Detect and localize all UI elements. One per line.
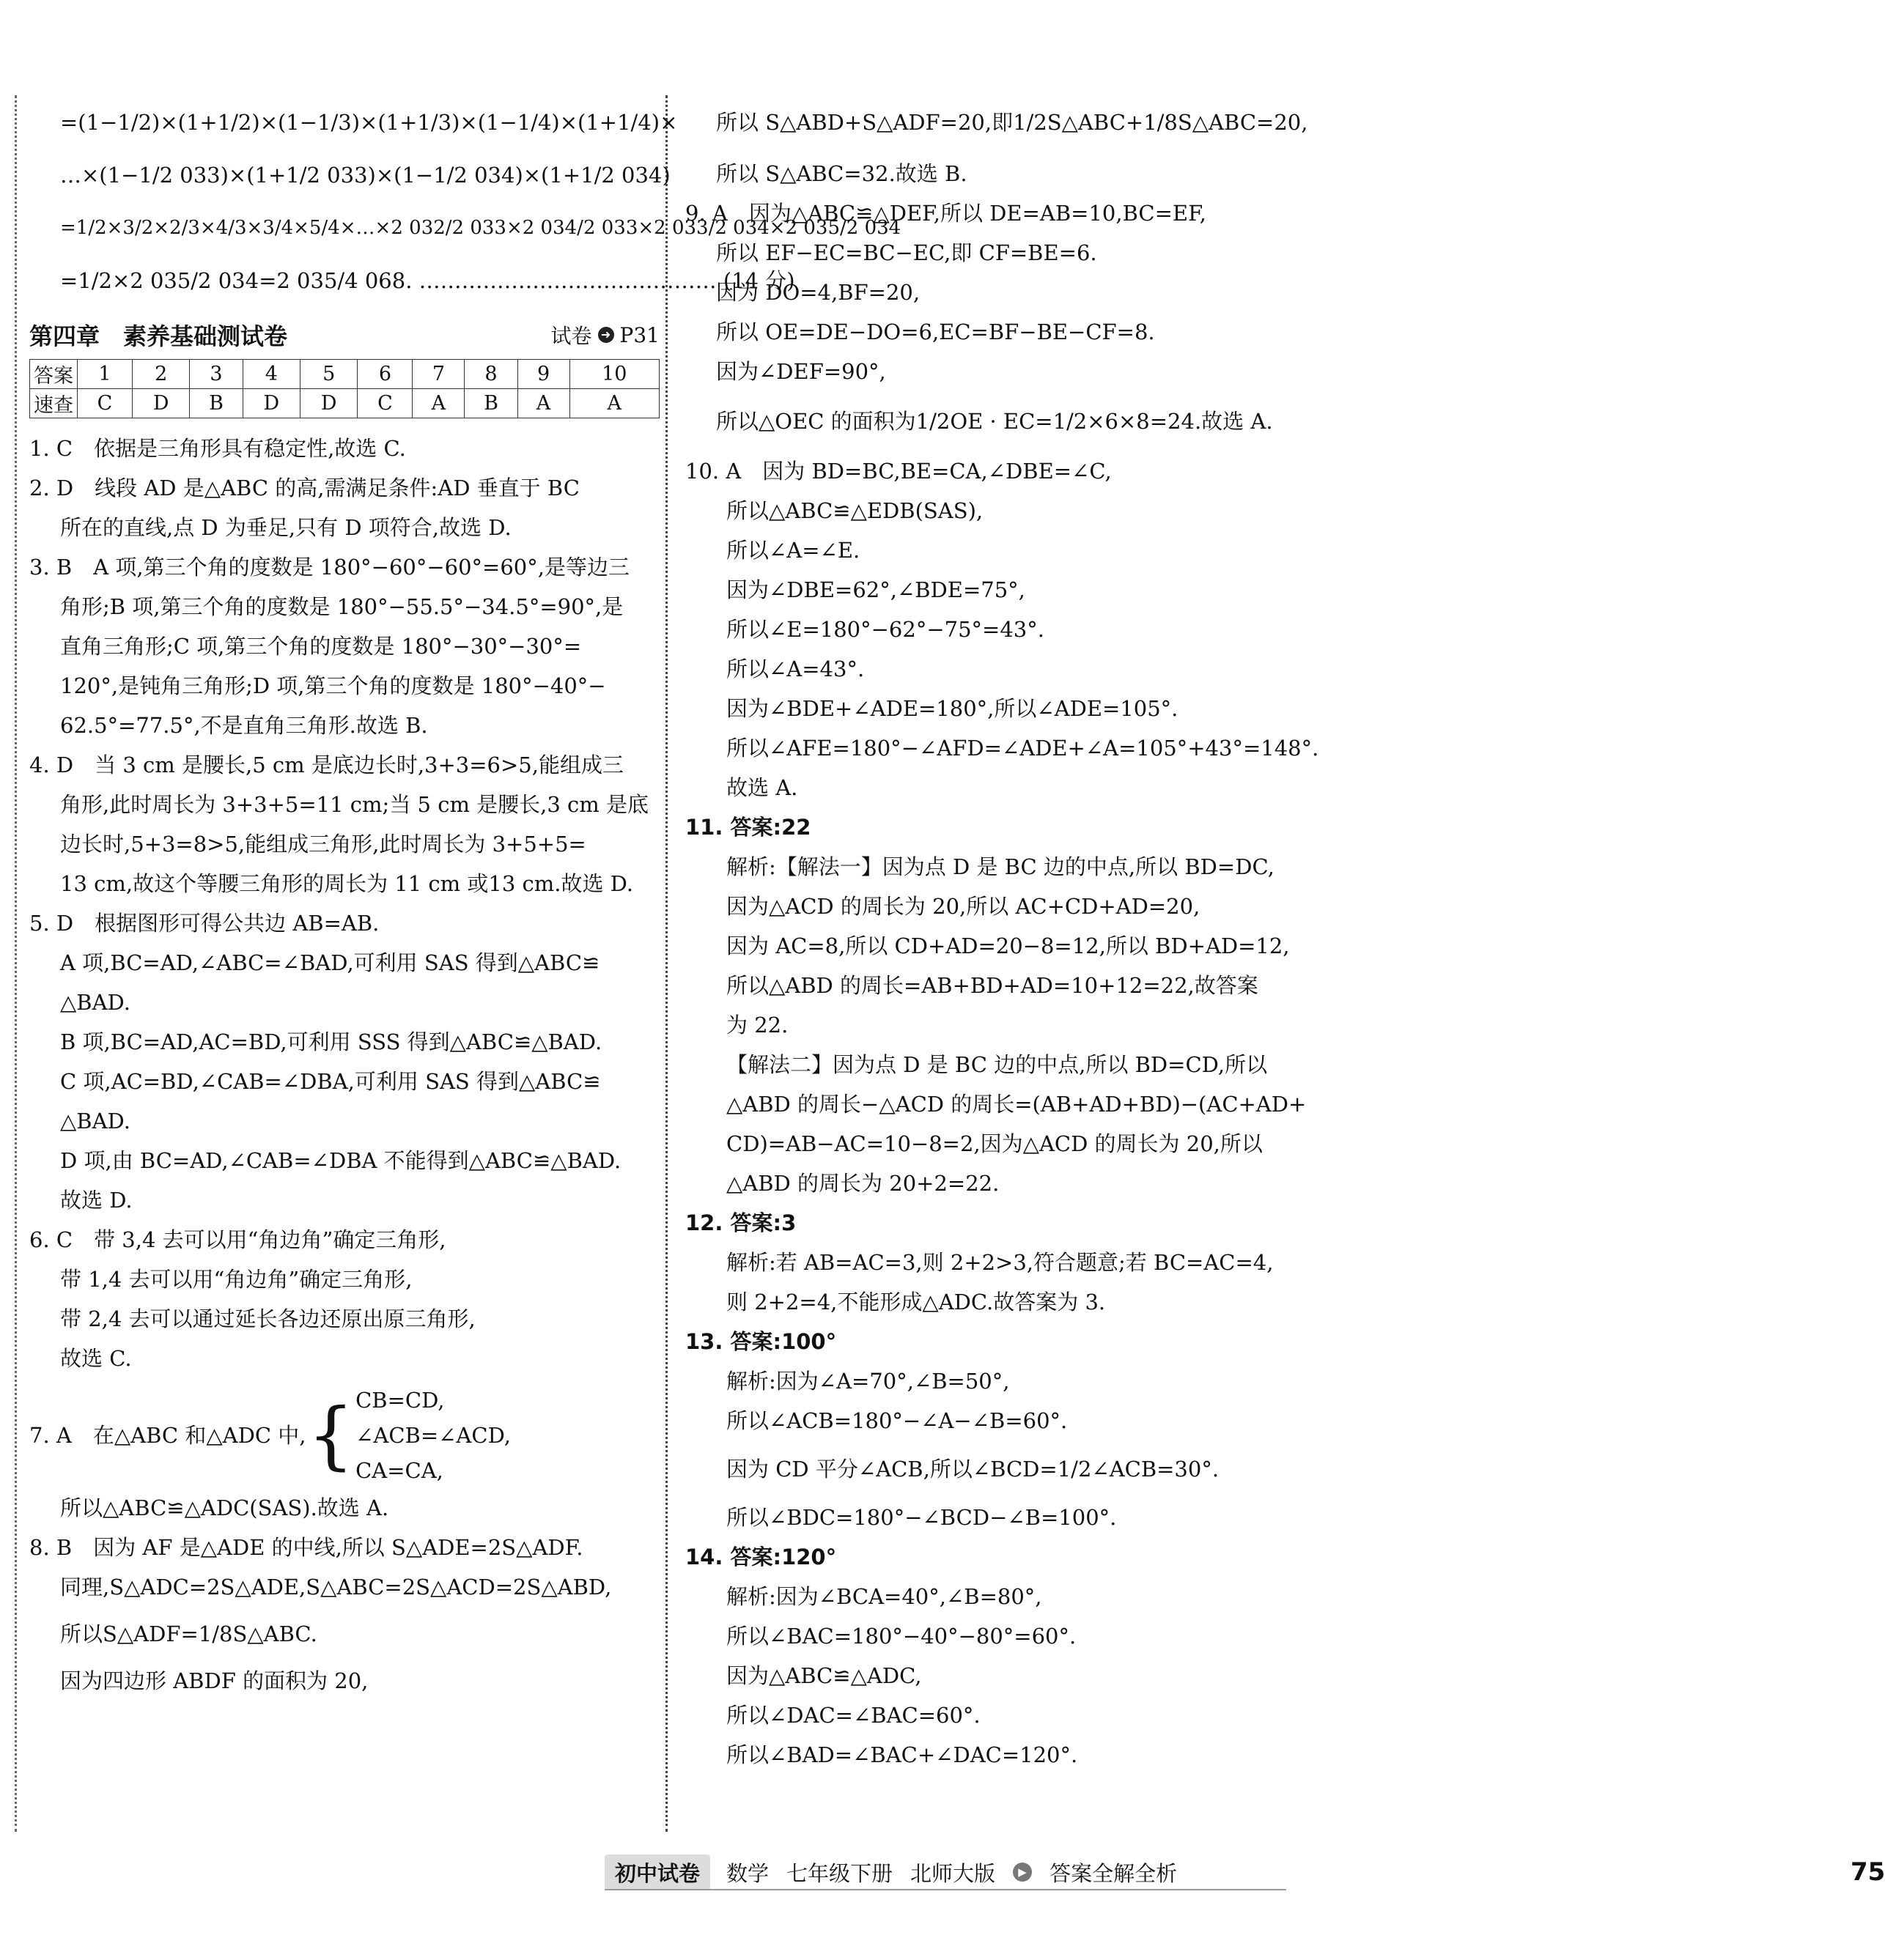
- answer-line: 2. D 线段 AD 是△ABC 的高,需满足条件:AD 垂直于 BC: [29, 476, 580, 500]
- answer-line: △ABD 的周长为 20+2=22.: [726, 1171, 1000, 1196]
- table-cell: A: [569, 389, 659, 418]
- answer-line: 所以∠DAC=∠BAC=60°.: [726, 1703, 981, 1728]
- answer-line: C 项,AC=BD,∠CAB=∠DBA,可利用 SAS 得到△ABC≌: [60, 1069, 601, 1094]
- play-circle-icon: ▶: [1013, 1863, 1032, 1882]
- answer-line: 带 2,4 去可以通过延长各边还原出原三角形,: [60, 1306, 476, 1331]
- footer-grade: 七年级下册: [786, 1860, 893, 1886]
- answer-line: 12. 答案:3: [685, 1210, 797, 1235]
- answer-line: 13 cm,故这个等腰三角形的周长为 11 cm 或13 cm.故选 D.: [60, 871, 634, 896]
- answer-line: 故选 A.: [726, 775, 798, 800]
- answer-line: 13. 答案:100°: [685, 1329, 837, 1354]
- answer-line: 3. B A 项,第三个角的度数是 180°−60°−60°=60°,是等边三: [29, 555, 630, 580]
- table-cell: A: [517, 389, 569, 418]
- answer-line: 所以∠ACB=180°−∠A−∠B=60°.: [726, 1408, 1068, 1433]
- answer-line: 所以 S△ABC=32.故选 B.: [716, 161, 967, 186]
- answer-line: 因为∠BDE+∠ADE=180°,所以∠ADE=105°.: [726, 696, 1178, 721]
- table-header-cell: 答案: [30, 360, 78, 389]
- answer-line: 直角三角形;C 项,第三个角的度数是 180°−30°−30°=: [60, 634, 582, 659]
- answer-line: 9. A 因为△ABC≌△DEF,所以 DE=AB=10,BC=EF,: [685, 201, 1206, 226]
- table-cell: 10: [569, 360, 659, 389]
- answer-line: 所以∠BDC=180°−∠BCD−∠B=100°.: [726, 1505, 1117, 1530]
- arrow-right-icon: ➜: [598, 327, 614, 343]
- answer-line: 所以△ABC≌△ADC(SAS).故选 A.: [60, 1495, 389, 1520]
- table-cell: 5: [300, 360, 358, 389]
- answer-line: 所以∠BAC=180°−40°−80°=60°.: [726, 1624, 1077, 1649]
- answer-line: 4. D 当 3 cm 是腰长,5 cm 是底边长时,3+3=6>5,能组成三: [29, 752, 624, 777]
- answer-line: 解析:因为∠A=70°,∠B=50°,: [726, 1369, 1010, 1394]
- table-cell: C: [358, 389, 413, 418]
- answer-line: 所以△ABD 的周长=AB+BD+AD=10+12=22,故答案: [726, 973, 1258, 998]
- answer-line: 【解法二】因为点 D 是 BC 边的中点,所以 BD=CD,所以: [726, 1052, 1268, 1077]
- table-cell: 8: [465, 360, 517, 389]
- answer-line: 11. 答案:22: [685, 815, 811, 840]
- table-cell: D: [133, 389, 190, 418]
- answer-line: 解析:若 AB=AC=3,则 2+2>3,符合题意;若 BC=AC=4,: [726, 1250, 1274, 1275]
- q7-brace-line: CB=CD,: [355, 1388, 445, 1413]
- q7-brace-line: ∠ACB=∠ACD,: [355, 1423, 512, 1448]
- answer-line: D 项,由 BC=AD,∠CAB=∠DBA 不能得到△ABC≌△BAD.: [60, 1148, 621, 1173]
- answer-line: 14. 答案:120°: [685, 1545, 837, 1569]
- q7-lead: 7. A 在△ABC 和△ADC 中,: [29, 1423, 306, 1448]
- answer-line: 故选 C.: [60, 1346, 132, 1371]
- table-cell: 4: [243, 360, 300, 389]
- table-cell: 3: [190, 360, 243, 389]
- table-row: [30, 360, 660, 389]
- footer-subject: 数学: [726, 1860, 770, 1886]
- answer-line: 则 2+2=4,不能形成△ADC.故答案为 3.: [726, 1290, 1106, 1314]
- answer-line: 因为△ACD 的周长为 20,所以 AC+CD+AD=20,: [726, 894, 1200, 919]
- table-cell: 1: [78, 360, 133, 389]
- table-cell: B: [190, 389, 243, 418]
- table-cell: A: [413, 389, 465, 418]
- answer-line: 所以△ABC≌△EDB(SAS),: [726, 498, 984, 523]
- answer-line: 1. C 依据是三角形具有稳定性,故选 C.: [29, 436, 406, 461]
- footer-brand: 初中试卷: [605, 1854, 710, 1890]
- answer-line: 所以 EF−EC=BC−EC,即 CF=BE=6.: [716, 240, 1097, 265]
- table-header-cell: 速查: [30, 389, 78, 418]
- answer-line: A 项,BC=AD,∠ABC=∠BAD,可利用 SAS 得到△ABC≌: [60, 950, 600, 975]
- q7-brace-lines: [355, 1383, 511, 1488]
- table-cell: 7: [413, 360, 465, 389]
- answer-line: 5. D 根据图形可得公共边 AB=AB.: [29, 911, 380, 936]
- answer-line: 62.5°=77.5°,不是直角三角形.故选 B.: [60, 713, 428, 738]
- footer-items: [726, 1857, 1177, 1887]
- answer-line: 为 22.: [726, 1013, 789, 1038]
- answer-line: 所在的直线,点 D 为垂足,只有 D 项符合,故选 D.: [60, 515, 512, 540]
- table-cell: 6: [358, 360, 413, 389]
- answer-line: 因为 DO=4,BF=20,: [716, 280, 921, 305]
- q7-block: [29, 1383, 660, 1488]
- answer-line: 8. B 因为 AF 是△ADE 的中线,所以 S△ADE=2S△ADF.: [29, 1535, 583, 1560]
- answer-line: 带 1,4 去可以用“角边角”确定三角形,: [60, 1267, 413, 1292]
- chapter-ref-label: 试卷: [550, 324, 592, 348]
- answer-line: 因为∠DBE=62°,∠BDE=75°,: [726, 577, 1025, 602]
- footer-rule: [605, 1889, 1286, 1890]
- answer-line: 因为四边形 ABDF 的面积为 20,: [60, 1668, 369, 1693]
- answer-line: 所以∠BAD=∠BAC+∠DAC=120°.: [726, 1742, 1078, 1767]
- answer-line: 角形;B 项,第三个角的度数是 180°−55.5°−34.5°=90°,是: [60, 594, 624, 619]
- math-line: =1/2×3/2×2/3×4/3×3/4×5/4×…×2 032/2 033×2 034/2 033×2 033/2 034×2 035/2 034: [60, 217, 901, 239]
- answer-line: 所以 OE=DE−DO=6,EC=BF−BE−CF=8.: [716, 319, 1155, 344]
- chapter-header: [29, 315, 660, 355]
- chapter-ref: [551, 320, 660, 350]
- answer-line: CD)=AB−AC=10−8=2,因为△ACD 的周长为 20,所以: [726, 1131, 1263, 1156]
- table-cell: 2: [133, 360, 190, 389]
- math-line: …×(1−1/2 033)×(1+1/2 033)×(1−1/2 034)×(1+1/2 034): [60, 163, 671, 188]
- answer-line: 解析:【解法一】因为点 D 是 BC 边的中点,所以 BD=DC,: [726, 854, 1275, 879]
- answer-line: 所以S△ADF=1/8S△ABC.: [60, 1621, 317, 1646]
- answer-line: △ABD 的周长−△ACD 的周长=(AB+AD+BD)−(AC+AD+: [726, 1092, 1307, 1117]
- table-cell: 9: [517, 360, 569, 389]
- q7-brace-line: CA=CA,: [355, 1458, 443, 1483]
- table-cell: D: [243, 389, 300, 418]
- answer-line: 10. A 因为 BD=BC,BE=CA,∠DBE=∠C,: [685, 459, 1112, 484]
- answer-line: △BAD.: [60, 990, 130, 1015]
- answer-line: 所以∠AFE=180°−∠AFD=∠ADE+∠A=105°+43°=148°.: [726, 736, 1319, 761]
- right-column: [685, 103, 1319, 1775]
- answer-line: 6. C 带 3,4 去可以用“角边角”确定三角形,: [29, 1227, 446, 1252]
- brace-icon: {: [307, 1392, 355, 1478]
- left-margin-dots: [15, 95, 17, 1832]
- footer-edition: 北师大版: [910, 1860, 996, 1886]
- answer-line: 角形,此时周长为 3+3+5=11 cm;当 5 cm 是腰长,3 cm 是底: [60, 792, 649, 817]
- answer-line: 因为∠DEF=90°,: [716, 359, 886, 384]
- answer-line: 所以 S△ABD+S△ADF=20,即1/2S△ABC+1/8S△ABC=20,: [716, 110, 1308, 135]
- math-line: =1/2×2 035/2 034=2 035/4 068. …………………………………… (14 分): [60, 268, 795, 293]
- chapter-ref-page: P31: [619, 322, 660, 347]
- answer-line: 故选 D.: [60, 1188, 133, 1213]
- table-cell: D: [300, 389, 358, 418]
- answer-line: △BAD.: [60, 1109, 130, 1134]
- table-cell: C: [78, 389, 133, 418]
- answer-line: 因为 CD 平分∠ACB,所以∠BCD=1/2∠ACB=30°.: [726, 1457, 1220, 1482]
- table-row: [30, 389, 660, 418]
- answer-line: 所以∠A=43°.: [726, 657, 865, 681]
- answer-line: B 项,BC=AD,AC=BD,可利用 SSS 得到△ABC≌△BAD.: [60, 1029, 602, 1054]
- page-footer: [605, 1854, 1885, 1890]
- footer-section: 答案全解全析: [1050, 1860, 1178, 1886]
- answer-line: 同理,S△ADC=2S△ADE,S△ABC=2S△ACD=2S△ABD,: [60, 1575, 612, 1600]
- answer-line: 120°,是钝角三角形;D 项,第三个角的度数是 180°−40°−: [60, 673, 606, 698]
- answer-line: 因为 AC=8,所以 CD+AD=20−8=12,所以 BD+AD=12,: [726, 933, 1290, 958]
- column-divider: [665, 95, 668, 1832]
- answer-line: 所以∠A=∠E.: [726, 538, 860, 563]
- answer-line: 因为△ABC≌△ADC,: [726, 1663, 922, 1688]
- answer-line: 所以△OEC 的面积为1/2OE · EC=1/2×6×8=24.故选 A.: [716, 409, 1273, 434]
- chapter-title: 第四章 素养基础测试卷: [29, 322, 288, 350]
- page-number: 75: [1851, 1857, 1885, 1887]
- answer-line: 解析:因为∠BCA=40°,∠B=80°,: [726, 1584, 1042, 1609]
- answer-line: 所以∠E=180°−62°−75°=43°.: [726, 617, 1044, 642]
- math-line: =(1−1/2)×(1+1/2)×(1−1/3)×(1+1/3)×(1−1/4)×(1+1/4)×: [60, 110, 678, 135]
- answer-line: 边长时,5+3=8>5,能组成三角形,此时周长为 3+5+5=: [60, 832, 586, 857]
- quick-answer-table: [29, 359, 660, 418]
- table-cell: B: [465, 389, 517, 418]
